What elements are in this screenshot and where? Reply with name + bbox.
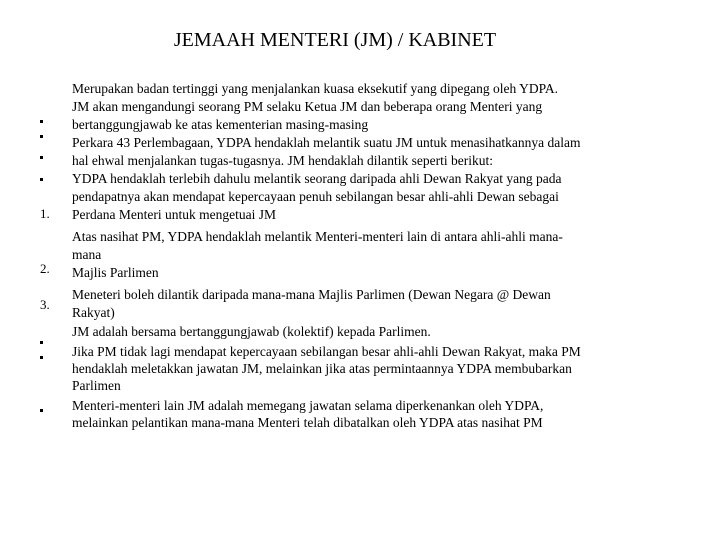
- text-line: Parlimen: [72, 378, 121, 393]
- text-line: Majlis Parlimen: [72, 265, 159, 280]
- text-line: melainkan pelantikan mana-mana Menteri telah dibatalkan oleh YDPA atas nasihat PM: [72, 415, 543, 430]
- text-line: JM adalah bersama bertanggungjawab (kolektif) kepada Parlimen.: [72, 324, 431, 339]
- text-line: pendapatnya akan mendapat kepercayaan penuh sebilangan besar ahli-ahli Dewan sebagai: [72, 189, 559, 204]
- text-line: Menteri-menteri lain JM adalah memegang jawatan selama diperkenankan oleh YDPA,: [72, 398, 544, 413]
- bullet-dot: [40, 409, 43, 412]
- text-line: mana: [72, 247, 102, 262]
- text-line: Jika PM tidak lagi mendapat kepercayaan sebilangan besar ahli-ahli Dewan Rakyat, maka PM: [72, 344, 581, 359]
- text-line: YDPA hendaklah terlebih dahulu melantik seorang daripada ahli Dewan Rakyat yang pada: [72, 171, 562, 186]
- text-line: bertanggungjawab ke atas kementerian masing-masing: [72, 117, 369, 132]
- list-number-2: 2.: [40, 261, 50, 276]
- bullet-dot: [40, 156, 43, 159]
- text-line: Rakyat): [72, 305, 115, 320]
- text-line: Atas nasihat PM, YDPA hendaklah melantik Menteri-menteri lain di antara ahli-ahli mana-: [72, 229, 563, 244]
- list-number-3: 3.: [40, 297, 50, 312]
- bullet-dot: [40, 178, 43, 181]
- text-line: JM akan mengandungi seorang PM selaku Ketua JM dan beberapa orang Menteri yang: [72, 99, 543, 114]
- text-line: hal ehwal menjalankan tugas-tugasnya. JM hendaklah dilantik seperti berikut:: [72, 153, 494, 168]
- list-number-1: 1.: [40, 206, 50, 221]
- text-line: hendaklah meletakkan jawatan JM, melainkan jika atas permintaannya YDPA membubarkan: [72, 361, 572, 376]
- page-title: JEMAAH MENTERI (JM) / KABINET: [173, 29, 497, 51]
- bullet-dot: [40, 341, 43, 344]
- text-line: Meneteri boleh dilantik daripada mana-mana Majlis Parlimen (Dewan Negara @ Dewan: [72, 287, 551, 302]
- text-line: Merupakan badan tertinggi yang menjalankan kuasa eksekutif yang dipegang oleh YDPA.: [72, 81, 558, 96]
- text-line: Perkara 43 Perlembagaan, YDPA hendaklah melantik suatu JM untuk menasihatkannya dalam: [72, 135, 581, 150]
- bullet-dot: [40, 356, 43, 359]
- text-line: Perdana Menteri untuk mengetuai JM: [72, 207, 276, 222]
- bullet-dot: [40, 135, 43, 138]
- bullet-dot: [40, 120, 43, 123]
